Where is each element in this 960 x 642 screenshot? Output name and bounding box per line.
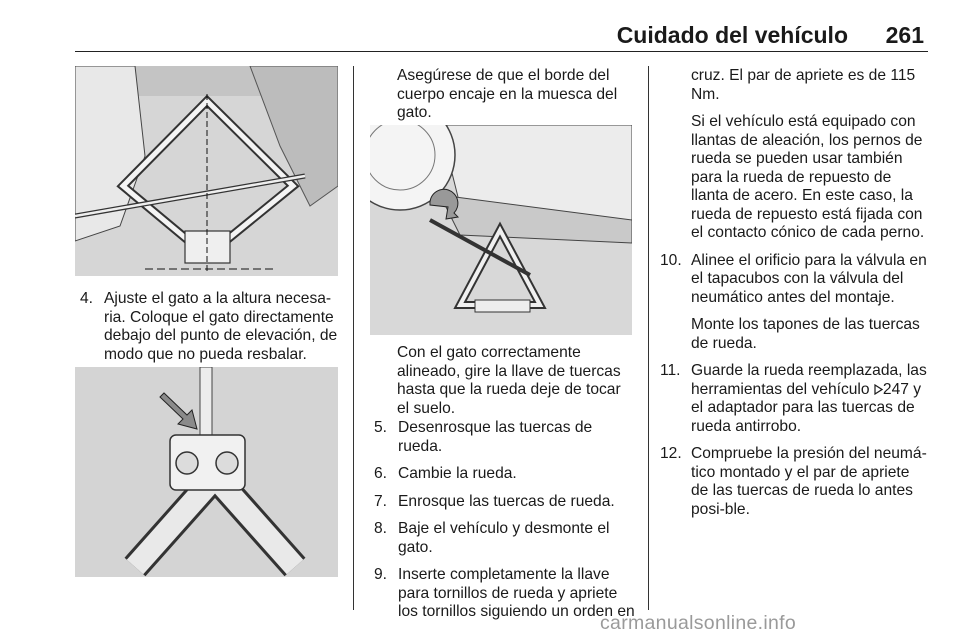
column-2-steps xyxy=(374,419,636,631)
step-4 xyxy=(80,290,342,364)
step-7 xyxy=(374,493,636,512)
column-2-text xyxy=(397,344,637,427)
step-11-text-after: y el adaptador para las tuercas de rueda antirrobo. xyxy=(691,380,922,435)
step-12-text: Compruebe la presión del neumá-tico montado y el par de apriete de las tuercas de rueda lo antes posi-ble. xyxy=(691,445,927,518)
column-divider-1 xyxy=(353,66,354,610)
step-12 xyxy=(660,445,928,519)
step-5-number: 5. xyxy=(374,419,388,436)
step-4-text: Ajuste el gato a la altura necesa-ria. Coloque el gato directamente debajo del punto de elevación, de modo que no pueda resbalar. xyxy=(104,290,338,363)
page-reference[interactable]: 247 xyxy=(882,380,909,398)
step-9 xyxy=(374,566,636,622)
section-title: Cuidado del vehículo xyxy=(616,22,848,48)
page-header xyxy=(75,22,928,50)
column-2-intro xyxy=(397,67,637,132)
step-10-subtext: Monte los tapones de las tuercas de rueda. xyxy=(691,316,920,352)
column-3-text xyxy=(660,67,928,528)
step-8-text: Baje el vehículo y desmonte el gato. xyxy=(398,520,610,556)
step-9-number: 9. xyxy=(374,566,388,583)
step-5 xyxy=(374,419,636,456)
step-6-text: Cambie la rueda. xyxy=(398,465,517,482)
figure-jack-under-car xyxy=(75,66,338,276)
step-7-number: 7. xyxy=(374,492,388,510)
step-6-number: 6. xyxy=(374,465,388,482)
step-10-text: Alinee el orificio para la válvula en el tapacubos con la válvula del neumático antes del montaje. xyxy=(691,251,927,306)
step-7-text: Enrosque las tuercas de rueda. xyxy=(398,492,615,510)
step-5-text: Desenrosque las tuercas de rueda. xyxy=(398,419,593,455)
figure-car-body-on-jack xyxy=(370,125,632,335)
page-number: 261 xyxy=(885,22,924,48)
intro-paragraph: Asegúrese de que el borde del cuerpo encaje en la muesca del gato. xyxy=(397,67,618,121)
triangle-arrow-icon xyxy=(874,384,883,395)
step-12-number: 12. xyxy=(660,445,682,462)
after-figure-paragraph: Con el gato correctamente alineado, gire la llave de tuercas hasta que la rueda deje de tocar el suelo. xyxy=(397,344,621,417)
figure-jack-head-closeup xyxy=(75,367,338,577)
step-8-number: 8. xyxy=(374,520,388,537)
step-6 xyxy=(374,465,636,484)
column-1-text xyxy=(80,290,342,373)
step-11-text-before: Guarde la rueda reemplazada, las herramientas del vehículo xyxy=(691,362,927,398)
step-8 xyxy=(374,520,636,557)
alloy-wheel-note: Si el vehículo está equipado con llantas de aleación, los pernos de rueda se pueden usar también para la rueda de repuesto de llanta de acero. En este caso, la rueda de repuesto está fijada con el contacto cónico de cada perno. xyxy=(691,113,925,241)
step-4-number: 4. xyxy=(80,290,94,307)
step-11-number: 11. xyxy=(660,362,681,379)
column-divider-2 xyxy=(648,66,649,610)
step-9-continuation: cruz. El par de apriete es de 115 Nm. xyxy=(691,67,916,103)
step-10-number: 10. xyxy=(660,251,682,269)
step-11 xyxy=(660,362,928,436)
step-10 xyxy=(660,252,928,354)
header-rule xyxy=(75,51,928,52)
watermark: carmanualsonline.info xyxy=(600,612,796,634)
step-9-text: Inserte completamente la llave para tornillos de rueda y apriete los tornillos siguiendo un orden en xyxy=(398,566,635,620)
